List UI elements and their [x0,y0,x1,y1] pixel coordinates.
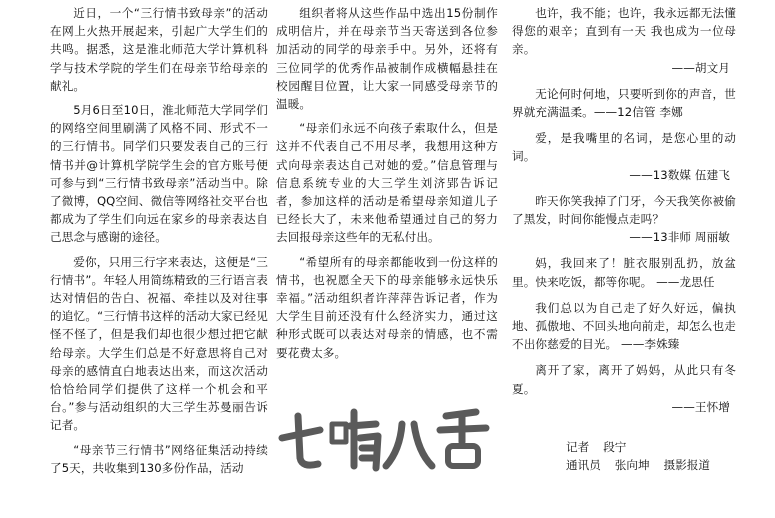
article-column-1 [50,4,268,477]
poem-text: 我们总以为自己走了好久好远，偏执地、孤傲地、不回头地向前走，却怎么也走不出你慈爱的目光。 ——李姝臻 [512,300,736,352]
poem [512,192,736,247]
poem-text: 昨天你笑我掉了门牙，今天我笑你被偷了黑发，时间你能慢点走吗？ [512,193,736,227]
poem-author: ——13数媒 伍建飞 [629,167,730,182]
poem-text: 也许，我不能；也许，我永远都无法懂得您的艰辛；直到有一天 我也成为一位母亲。 [512,6,736,57]
poem-author: ——胡文月 [671,60,730,75]
paragraph: 爱你，只用三行字来表达，这便是“三行情书”。年轻人用简练精致的三行语言表达对情侣的告白、祝福、牵挂以及对往事的追忆。“三行情书这样的活动大家已经见怪不怪了，但是我们却也很少想过把它献给母亲。大学生们总是不好意思将自己对母亲的感情直白地表达出来，而这次活动恰恰给同学们提供了这样一个机会和平台。”参与活动组织的大三学生苏曼丽告诉记者。 [50,254,268,433]
paragraph: 组织者将从这些作品中选出15份制作成明信片，并在母亲节当天寄送到各位参加活动的同学的母亲手中。另外，还将有三位同学的优秀作品被制作成横幅悬挂在校园醒目位置，让大家一同感受母亲节的温暖。 [276,6,498,112]
poem [512,85,736,121]
reporter-name: 段宁 [603,440,627,454]
poem-author: ——13非师 周丽敏 [629,230,730,245]
qizuibashe-logo [278,402,490,480]
poem [512,254,736,290]
correspondent-line [566,456,710,474]
poem [512,129,736,184]
paragraph: 5月6日至10日，淮北师范大学同学们的网络空间里刷满了风格不同、形式不一的三行情书。同学们只要发表自己的三行情书并@计算机学院学生会的官方账号便可参与到“三行情书致母亲”活动当中。除了微博，QQ空间、微信等网络社交平台也都成为了学生们向远在家乡的母亲表达自己思念与感谢的途径。 [50,103,268,245]
poem-text: 爱，是我嘴里的名词，是您心里的动词。 [512,131,736,164]
poem-text: 离开了家，离开了妈妈，从此只有冬夏。 [512,363,736,396]
poem [512,299,736,354]
poem-author: ——王怀增 [671,399,730,414]
poem [512,4,736,77]
correspondent-label: 通讯员 [566,458,601,472]
poems-column [512,4,736,416]
poem-text: 无论何时何地，只要听到你的声音，世界就充满温柔。——12信管 李娜 [512,86,736,120]
paragraph: “母亲节三行情书”网络征集活动持续了5天，共收集到130多份作品，活动 [50,442,268,475]
article-column-2 [276,4,498,362]
credits [566,438,710,474]
poem-text: 妈，我回来了！脏衣服别乱扔，放盆里。快来吃饭，都等你呢。 ——龙思任 [512,256,736,289]
poem [512,361,736,416]
paragraph: 近日，一个“三行情书致母亲”的活动在网上火热开展起来，引起广大学生们的共鸣。据悉，这是淮北师范大学计算机科学与技术学院的学生们在母亲节给母亲的献礼。 [50,6,268,93]
reporter-label: 记者 [566,440,590,454]
photo-label: 摄影报道 [663,458,710,472]
paragraph: “母亲们永远不向孩子索取什么，但是这并不代表自己不用尽孝，我想用这种方式向母亲表达自己对她的爱。”信息管理与信息系统专业的大三学生刘济郢告诉记者，参加这样的活动是希望母亲知道儿子已经长大了，未来他希望通过自己的努力去回报母亲这些年的无私付出。 [276,121,498,245]
paragraph: “希望所有的母亲都能收到一份这样的情书，也祝愿全天下的母亲能够永远快乐幸福。”活动组织者许萍萍告诉记者，作为大学生目前还没有什么经济实力，通过这种形式既可以表达对母亲的情感，也不需要花费太多。 [276,254,498,360]
reporter-line [566,438,710,456]
correspondent-name: 张向坤 [614,458,650,472]
